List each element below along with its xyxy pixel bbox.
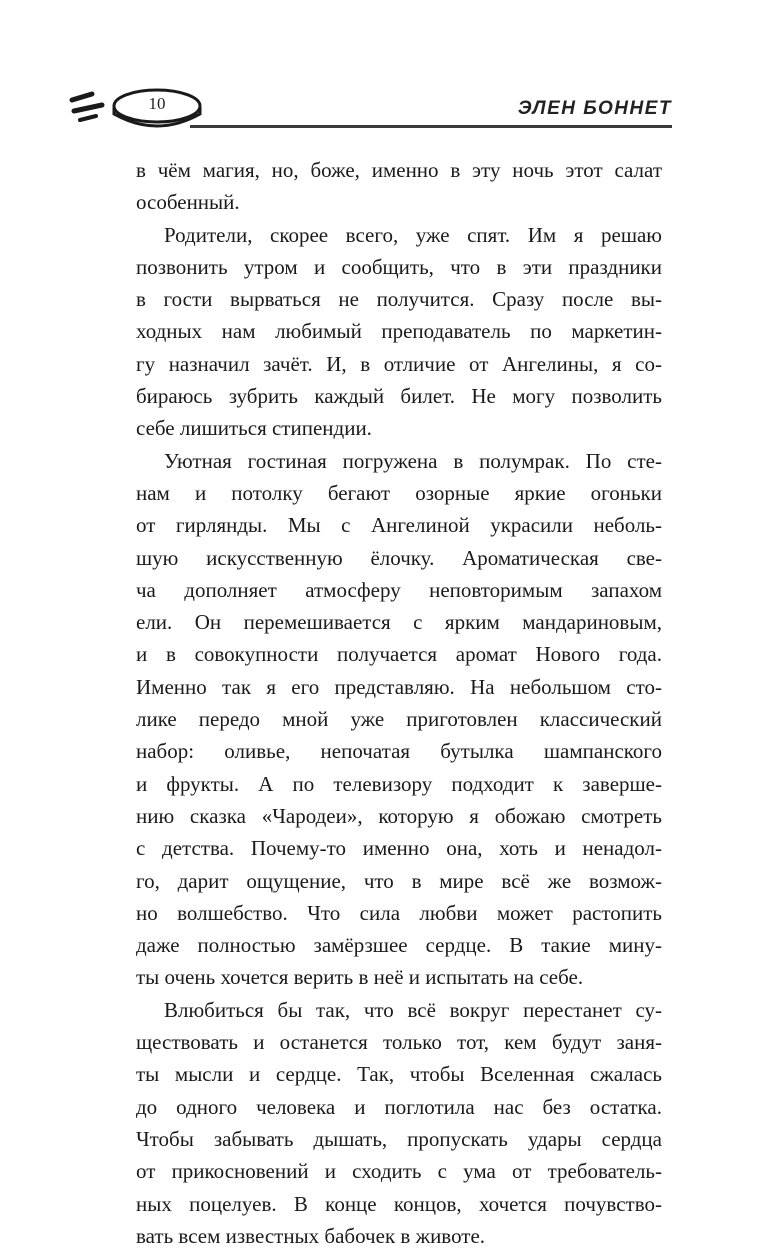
text-line: ществовать и останется только тот, кем будут заня-: [136, 1030, 662, 1055]
text-line: в гости вырваться не получится. Сразу после вы-: [136, 287, 662, 312]
text-line: вать всем известных бабочек в животе.: [136, 1223, 486, 1248]
text-line: ча дополняет атмосферу неповторимым запахом: [136, 577, 662, 602]
text-line: и фрукты. А по телевизору подходит к заверше-: [136, 771, 662, 796]
text-line: ты мысли и сердце. Так, чтобы Вселенная сжалась: [136, 1062, 662, 1087]
text-line: до одного человека и поглотила нас без остатка.: [136, 1094, 662, 1119]
paragraph: [136, 994, 662, 1252]
text-line: и в совокупности получается аромат Нового года.: [136, 642, 662, 667]
paragraph: [136, 154, 662, 219]
text-line: в чём магия, но, боже, именно в эту ночь этот салат: [136, 158, 662, 182]
text-line: Влюбиться бы так, что всё вокруг перестанет су-: [164, 997, 662, 1022]
text-line: но волшебство. Что сила любви может растопить: [136, 900, 662, 925]
text-line: ели. Он перемешивается с ярким мандариновым,: [136, 610, 662, 635]
text-line: особенный.: [136, 190, 240, 215]
text-line: нам и потолку бегают озорные яркие огоньки: [136, 480, 662, 505]
text-line: набор: оливье, непочатая бутылка шампанского: [136, 739, 662, 764]
text-line: Уютная гостиная погружена в полумрак. По сте-: [164, 448, 662, 473]
page-number: 10: [148, 94, 166, 113]
text-line: позвонить утром и сообщить, что в эти праздники: [136, 254, 662, 279]
text-line: лике передо мной уже приготовлен классический: [136, 707, 662, 732]
text-line: Чтобы забывать дышать, пропускать удары сердца: [136, 1126, 662, 1151]
text-line: от прикосновений и сходить с ума от требователь-: [136, 1159, 662, 1184]
text-line: с детства. Почему-то именно она, хоть и ненадол-: [136, 836, 662, 861]
text-line: даже полностью замёрзшее сердце. В такие мину-: [136, 933, 662, 958]
page-header: [62, 80, 672, 136]
text-line: ты очень хочется верить в неё и испытать на себе.: [136, 965, 584, 990]
text-line: шую искусственную ёлочку. Ароматическая све-: [136, 545, 662, 570]
text-line: от гирлянды. Мы с Ангелиной украсили неболь-: [136, 513, 662, 538]
text-line: гу назначил зачёт. И, в отличие от Ангелины, я со-: [136, 351, 662, 376]
paragraph: [136, 445, 662, 994]
text-line: ходных нам любимый преподаватель по маркетин-: [136, 319, 662, 344]
header-rule: [190, 125, 672, 128]
body-text: [136, 154, 662, 1252]
text-line: Родители, скорее всего, уже спят. Им я решаю: [164, 222, 662, 247]
text-line: ных поцелуев. В конце концов, хочется почувство-: [136, 1191, 662, 1216]
text-line: себе лишиться стипендии.: [136, 416, 372, 441]
running-head-author: ЭЛЕН БОННЕТ: [517, 98, 672, 119]
text-line: бираюсь зубрить каждый билет. Не могу позволить: [136, 384, 662, 409]
text-line: нию сказка «Чародеи», которую я обожаю смотреть: [136, 803, 662, 828]
text-line: го, дарит ощущение, что в мире всё же возмож-: [136, 868, 662, 893]
paragraph: [136, 219, 662, 445]
text-line: Именно так я его представляю. На небольшом сто-: [136, 674, 662, 699]
